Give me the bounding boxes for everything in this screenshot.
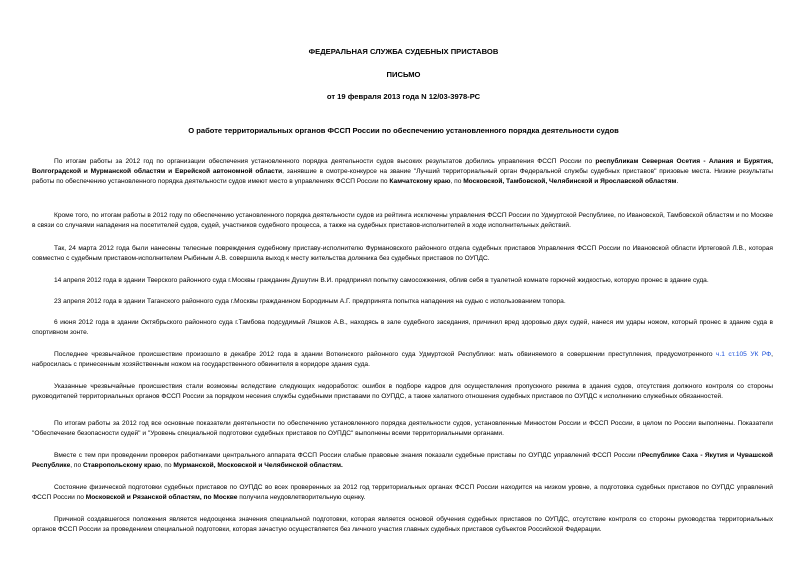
p1-text-a: По итогам работы за 2012 год по организации обеспечения установленного порядка деятельности судов высоких результатов добились управления ФССП России по (54, 158, 596, 165)
paragraph-4 (32, 276, 773, 286)
paragraph-6 (32, 318, 773, 338)
p11-text-a: Состояние физической подготовки судебных приставов по ОУПДС во всех проверенных за 2012 год территориальных органах ФССП России находится на низком уровне, а подготовка судебных приставов по ОУПДС управлений ФССП России по (32, 484, 773, 501)
paragraph-3 (32, 244, 773, 264)
document-type: ПИСЬМО (386, 70, 421, 79)
paragraph-11 (32, 483, 773, 503)
p10-text-c: , по (70, 461, 83, 469)
p10-bold-stavropol: Ставропольскому краю (82, 461, 161, 469)
paragraph-8 (32, 382, 773, 402)
p7-text-b: , набросилась с принесенным хозяйственным ножом на государственного обвинителя в коридоре здания суда. (32, 351, 774, 368)
document-subject: О работе территориальных органов ФССП России по обеспечению установленного порядка деятельности судов (188, 126, 619, 135)
paragraph-2 (32, 211, 773, 231)
p3-text: Так, 24 марта 2012 года были нанесены телесные повреждения судебному приставу-исполнителю Фурмановского районного отдела судебных приставов Управления ФССП России по Ивановской области Иртеговой Л.В., которая совместно с судебным приставом-исполнителем Рыбиным А.В. совершила выход к месту жительства должника без судебных приставов по ОУПДС. (32, 245, 773, 262)
p1-text-c: , занявшие в смотре-конкурсе на звание "Лучший территориальный орган Федеральной службы судебных приставов" призовые места. Низкие результаты работы по обеспечению установленного порядка деятельности судов имеют место в управлениях ФССП России по (32, 167, 773, 185)
p1-text-g: . (676, 177, 679, 185)
agency-title: ФЕДЕРАЛЬНАЯ СЛУЖБА СУДЕБНЫХ ПРИСТАВОВ (308, 47, 499, 56)
paragraph-1 (32, 157, 773, 186)
p1-bold-regions: республикам Северная Осетия - Алания и Бурятия, Волгоградской и Мурманской областям и Еврейской автономной области (32, 158, 773, 175)
p7-text-a: Последнее чрезвычайное происшествие произошло в декабре 2012 года в здании Воткинского районного суда Удмуртской Республики: мать обвиняемого в совершении преступления, предусмотренного (54, 351, 716, 358)
p12-text: Причиной создавшегося положения является недооценка значения специальной подготовки, которая является основой обучения судебных приставов по ОУПДС, отсутствие контроля со стороны руководства территориальных органов ФССП России за проведением специальной подготовки, которая зачастую осуществляется без личного участия главных судебных приставов субъектов Российской Федерации. (32, 516, 773, 533)
p2-text: Кроме того, по итогам работы в 2012 году по обеспечению установленного порядка деятельности судов из рейтинга исключены управления ФССП России по Удмуртской Республике, по Ивановской, Тамбовской областям и по Москве в связи со случаями нападения на посетителей судов, судей, участников судебного процесса, а также на судебных приставов-исполнителей в ходе исполнительных действий. (32, 212, 773, 229)
paragraph-9 (32, 419, 773, 439)
paragraph-10 (32, 451, 773, 471)
p11-text-c: получила неудовлетворительную оценку. (237, 493, 366, 501)
p8-text: Указанные чрезвычайные происшествия стали возможны вследствие следующих недоработок: ошибок в подборе кадров для осуществления пропускного режима в здания судов, отсутствия должного контроля со стороны руководителей территориальных органов ФССП России за порядком несения службы судебными приставами по ОУПДС, а также халатного отношения судебных приставов по ОУПДС к исполнению служебных обязанностей. (32, 383, 773, 400)
p5-text: 23 апреля 2012 года в здании Таганского районного суда г.Москвы гражданином Бородиным А.Г. предпринята попытка нападения на судью с использованием топора. (54, 298, 566, 305)
paragraph-5 (32, 297, 773, 307)
p10-bold-oblasts: Мурманской, Московской и Челябинской областям. (173, 461, 343, 469)
document-date-number: от 19 февраля 2013 года N 12/03-3978-РС (326, 92, 481, 101)
criminal-code-link[interactable]: ч.1 ст.105 УК РФ (716, 351, 772, 358)
p6-text: 6 июня 2012 года в здании Октябрьского районного суда г.Тамбова подсудимый Ляшков А.В., находясь в зале судебного заседания, причинил вред здоровью двух судей, нанеся им удары ножом, который пронес в здание суда в спортивном зонте. (32, 319, 773, 336)
paragraph-12 (32, 515, 773, 535)
p10-text-e: , по (160, 461, 174, 469)
p11-bold-regions: Московской и Рязанской областям, по Москве (85, 493, 238, 501)
p1-bold-kamchatka: Камчатскому краю (389, 177, 451, 185)
paragraph-7 (32, 350, 773, 370)
p9-text: По итогам работы за 2012 год все основные показатели деятельности по обеспечению установленного порядка деятельности судов, установленные Минюстом России и ФССП России, в целом по России выполнены. Показатели "Обеспечение безопасности судей" и "Уровень специальной подготовки судебных приставов по ОУПДС" выполнены всеми территориальными органами. (32, 420, 773, 437)
p10-bold-republics: Республике Саха - Якутия и Чувашской Республике (32, 452, 773, 469)
p1-bold-oblasts: Московской, Тамбовской, Челябинской и Ярославской областям (463, 177, 677, 185)
p1-text-e: , по (450, 177, 464, 185)
p10-text-a: Вместе с тем при проведении проверок работниками центрального аппарата ФССП России слабые правовые знания показали судебные приставы по ОУПДС управлений ФССП России п (54, 452, 642, 459)
p4-text: 14 апреля 2012 года в здании Тверского районного суда г.Москвы гражданин Душутин В.И. предпринял попытку самосожжения, облив себя в туалетной комнате горючей жидкостью, которую пронес в здание суда. (54, 277, 709, 284)
